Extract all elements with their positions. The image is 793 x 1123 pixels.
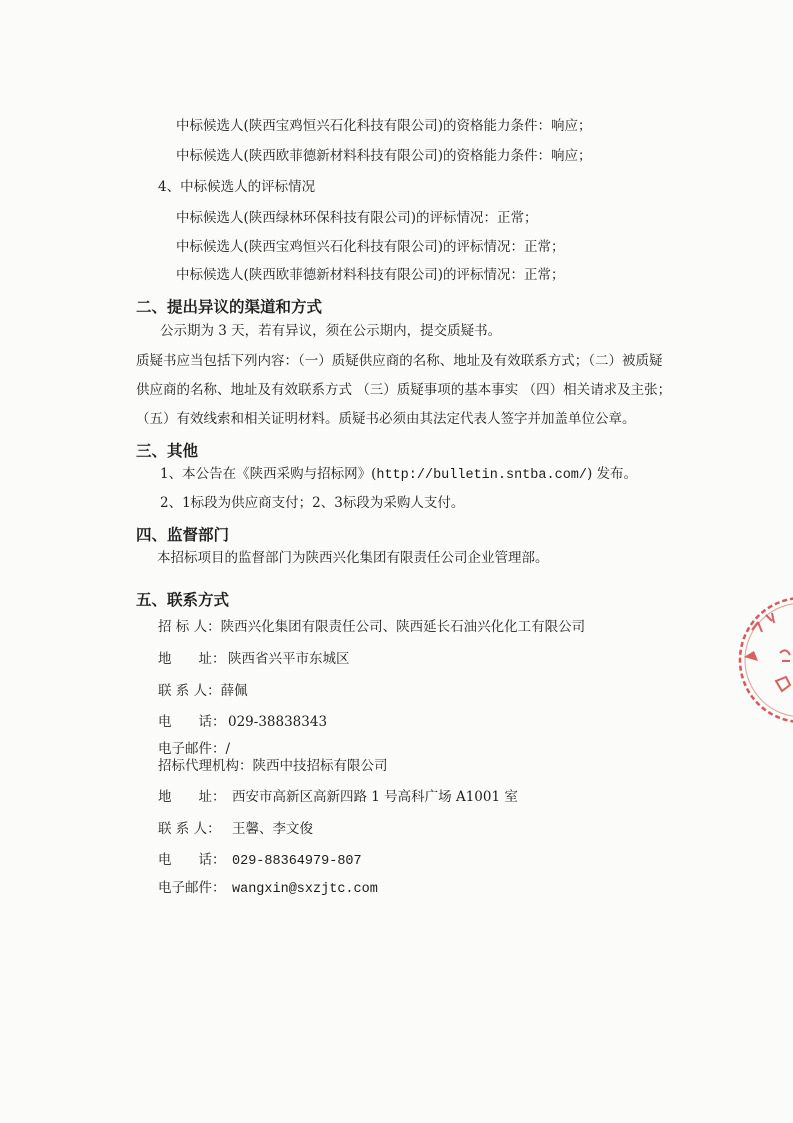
contact-label: 电子邮件： (158, 880, 226, 896)
contact-value: 王馨、李文俊 (232, 821, 313, 837)
evaluation-heading: 4、中标候选人的评标情况 (158, 179, 316, 195)
agency-email (158, 879, 378, 899)
contact-label: 联 系 人： (158, 683, 221, 699)
contact-value: 029-38838343 (228, 714, 328, 730)
agency-email-link[interactable]: wangxin@sxzjtc.com (232, 882, 378, 897)
contact-value: 薛佩 (220, 683, 248, 699)
agency-address (158, 788, 518, 806)
contact-label: 招 标 人： (158, 619, 221, 635)
contact-value: 陕西兴化集团有限责任公司、陕西延长石油兴化化工有限公司 (220, 619, 586, 635)
contact-person (158, 682, 248, 700)
contact-label: 招标代理机构： (158, 758, 253, 774)
contact-email (158, 740, 230, 758)
contact-value: 029-88364979-807 (232, 854, 362, 869)
contact-label: 电子邮件： (158, 741, 226, 757)
qualification-item: 中标候选人(陕西宝鸡恒兴石化科技有限公司)的资格能力条件：响应； (176, 118, 592, 134)
supervision-heading: 四、监督部门 (136, 526, 230, 544)
objection-content-line: （五）有效线索和相关证明材料。质疑书必须由其法定代表人签字并加盖单位公章。 (136, 411, 636, 427)
contact-value: 陕西中技招标有限公司 (252, 758, 388, 774)
bulletin-link[interactable]: http://bulletin.sntba.com/ (376, 468, 587, 483)
objection-content-line: 供应商的名称、地址及有效联系方式 （三）质疑事项的基本事实 （四）相关请求及主张； (136, 382, 672, 398)
objection-period: 公示期为 3 天，若有异议，须在公示期内，提交质疑书。 (160, 323, 502, 339)
objection-content-line: 质疑书应当包括下列内容：（一）质疑供应商的名称、地址及有效联系方式；（二）被质疑 (136, 353, 663, 369)
other-item-1-prefix: 1、本公告在《陕西采购与招标网》( (160, 466, 377, 482)
agency-person (158, 820, 313, 838)
contact-tenderer (158, 618, 585, 636)
contact-value: 西安市高新区高新四路 1 号高科广场 A1001 室 (232, 789, 518, 805)
agency-phone (158, 851, 362, 871)
evaluation-item: 中标候选人(陕西绿林环保科技有限公司)的评标情况：正常； (176, 210, 538, 226)
contact-address (158, 650, 350, 668)
evaluation-item: 中标候选人(陕西欧菲德新材料科技有限公司)的评标情况：正常； (176, 267, 565, 283)
contact-label: 地 址： (158, 789, 226, 805)
contact-label: 联 系 人： (158, 821, 221, 837)
objection-heading: 二、提出异议的渠道和方式 (136, 298, 323, 316)
contact-label: 地 址： (158, 651, 226, 667)
contact-label: 电 话： (158, 714, 226, 730)
contact-phone (158, 713, 327, 731)
contact-label: 电 话： (158, 852, 226, 868)
other-heading: 三、其他 (136, 442, 199, 460)
company-seal-stamp (722, 585, 793, 735)
contact-heading: 五、联系方式 (136, 591, 230, 609)
other-item-2: 2、1标段为供应商支付；2、3标段为采购人支付。 (160, 495, 465, 511)
seal-icon (722, 585, 793, 735)
contact-value: 陕西省兴平市东城区 (228, 651, 350, 667)
other-item-1-suffix: ) 发布。 (587, 466, 638, 482)
supervision-text: 本招标项目的监督部门为陕西兴化集团有限责任公司企业管理部。 (157, 550, 549, 566)
evaluation-item: 中标候选人(陕西宝鸡恒兴石化科技有限公司)的评标情况：正常； (176, 239, 565, 255)
agency-name (158, 757, 388, 775)
contact-value: / (225, 741, 231, 757)
qualification-item: 中标候选人(陕西欧菲德新材料科技有限公司)的资格能力条件：响应； (176, 148, 592, 164)
other-item-1 (160, 465, 637, 485)
